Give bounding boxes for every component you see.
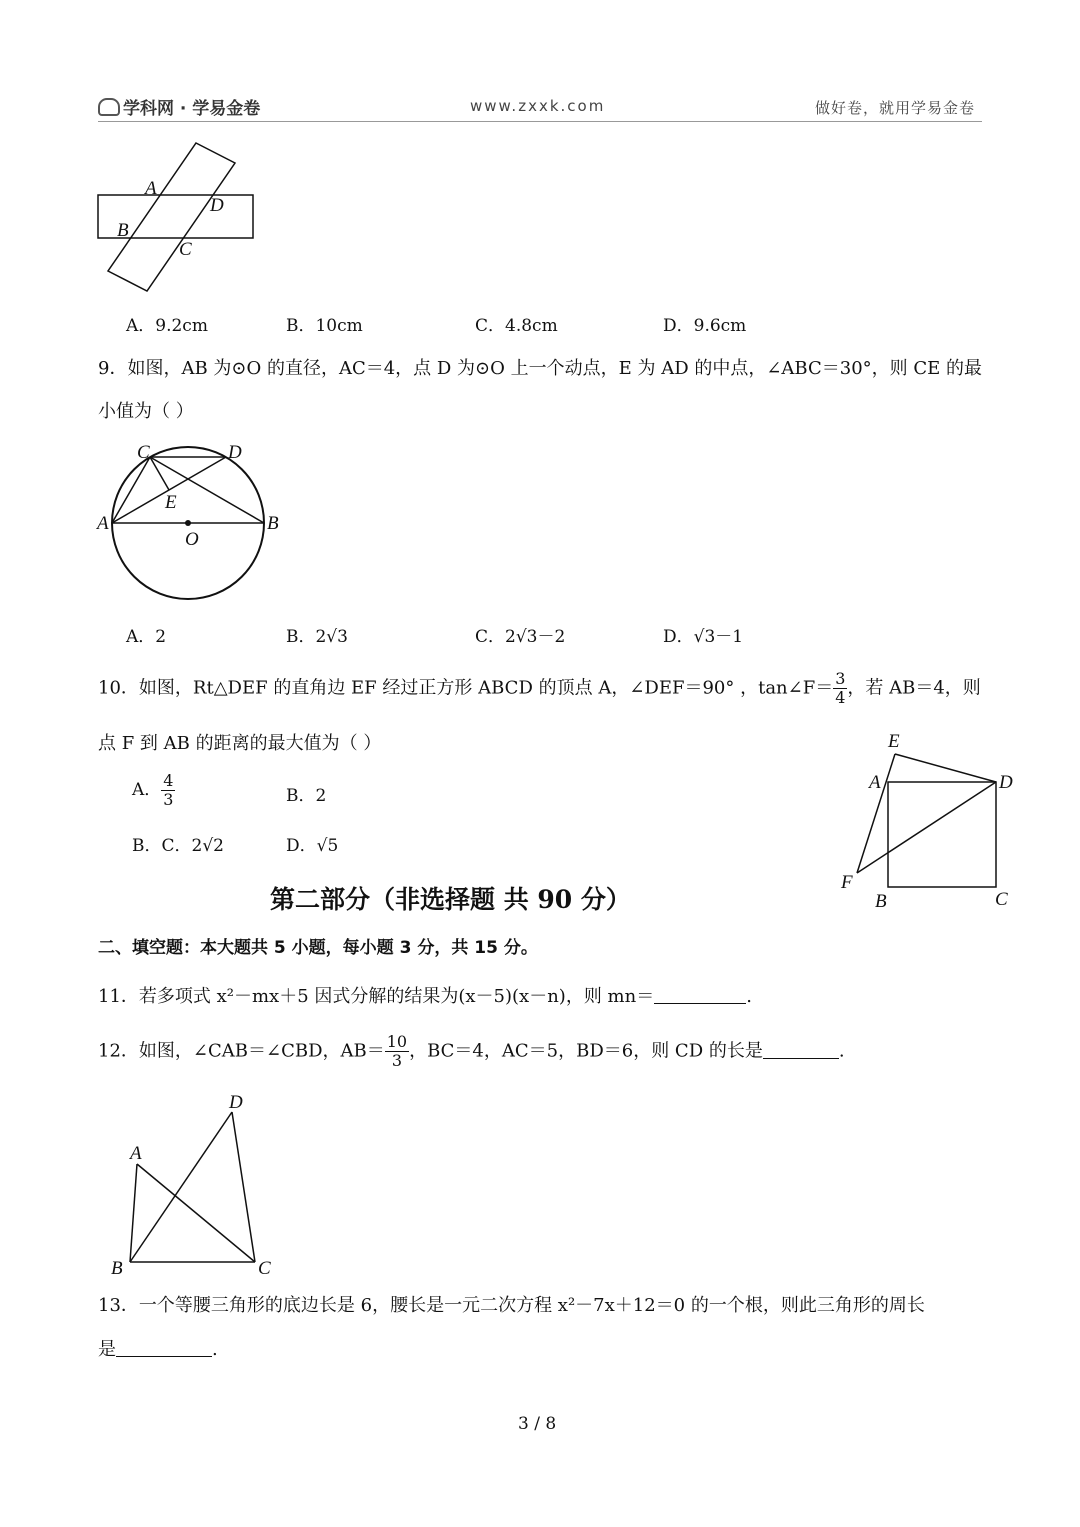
- q9-option-d[interactable]: D．√3－1: [663, 627, 744, 647]
- q9-label-b: B: [267, 513, 279, 534]
- q8-option-d[interactable]: D．9.6cm: [663, 316, 747, 336]
- q8-tilted-strip: [108, 143, 235, 291]
- q11-stem: [98, 985, 752, 1009]
- q10-figure: [835, 725, 1030, 915]
- q13-end: .: [212, 1339, 218, 1360]
- q10-label-e: E: [888, 731, 900, 752]
- q10-label-f: F: [841, 872, 853, 893]
- q13-stem-line1: 13．一个等腰三角形的底边长是 6，腰长是一元二次方程 x²－7x＋12＝0 的一个根，则此三角形的周长: [98, 1295, 925, 1316]
- q10-option-d[interactable]: D．√5: [286, 836, 339, 856]
- q8-option-a[interactable]: A．9.2cm: [126, 316, 208, 336]
- q9-label-d: D: [228, 442, 242, 463]
- q12-segment-cd: [232, 1112, 255, 1262]
- q12-ab-fraction: [385, 1033, 409, 1070]
- q10-option-a-numerator: 4: [163, 771, 174, 790]
- page-number: 3 / 8: [518, 1414, 557, 1434]
- q10-option-a-label: A．: [132, 780, 162, 800]
- q10-square-abcd: [888, 782, 996, 887]
- q12-figure: [100, 1088, 290, 1283]
- q11-answer-blank[interactable]: [654, 985, 746, 1004]
- q11-end: .: [746, 986, 752, 1007]
- q12-label-d: D: [229, 1092, 243, 1113]
- q10-stem-line2: 点 F 到 AB 的距离的最大值为（ ）: [98, 733, 382, 754]
- q12-label-b: B: [111, 1258, 123, 1279]
- brand-text: 学科网 · 学易金卷: [123, 99, 261, 119]
- q9-label-o: O: [185, 529, 199, 550]
- q11-text: 11．若多项式 x²－mx＋5 因式分解的结果为(x－5)(x－n)，则 mn＝: [98, 986, 655, 1007]
- q9-center-point: [185, 520, 191, 526]
- q10-option-b[interactable]: B．2: [286, 786, 327, 806]
- brand-logo: [98, 94, 260, 119]
- q9-stem-line2: 小值为（ ）: [98, 401, 194, 422]
- q12-text-a: 12．如图，∠CAB＝∠CBD，AB＝: [98, 1040, 385, 1062]
- q10-label-b: B: [875, 891, 887, 912]
- q9-option-c[interactable]: C．2√3－2: [475, 627, 566, 647]
- q10-option-a-fraction: [161, 772, 175, 809]
- q12-end: .: [838, 1040, 845, 1062]
- q13-stem-line2: [98, 1338, 218, 1362]
- q10-label-a: A: [869, 772, 881, 793]
- q10-stem-part-a: 10．如图，Rt△DEF 的直角边 EF 经过正方形 ABCD 的顶点 A，∠DEF＝90° ，tan∠F＝: [98, 677, 834, 699]
- q10-tan-numerator: 3: [835, 669, 846, 688]
- q10-option-a-denominator: 3: [163, 790, 174, 809]
- header-url: www.zxxk.com: [470, 97, 606, 115]
- q10-stem-line1: [98, 670, 981, 707]
- q12-ab-denominator: 3: [391, 1051, 402, 1070]
- q13-text: 是: [98, 1339, 116, 1360]
- q12-segment-ac: [137, 1164, 255, 1262]
- q12-stem: [98, 1033, 845, 1070]
- q10-label-d: D: [999, 772, 1013, 793]
- q9-label-a: A: [97, 513, 109, 534]
- q8-label-d: D: [210, 195, 224, 216]
- q10-option-a[interactable]: [132, 772, 175, 809]
- q10-option-c[interactable]: B．C．2√2: [132, 836, 224, 856]
- q9-segment-cb: [150, 457, 264, 523]
- q8-option-b[interactable]: B．10cm: [286, 316, 363, 336]
- q13-answer-blank[interactable]: [116, 1338, 212, 1357]
- q12-label-c: C: [258, 1258, 271, 1279]
- q10-label-c: C: [995, 889, 1008, 910]
- q12-answer-blank[interactable]: [763, 1040, 839, 1059]
- q9-figure: [92, 438, 292, 623]
- part2-title: 第二部分（非选择题 共 90 分）: [270, 885, 631, 914]
- q12-label-a: A: [130, 1143, 142, 1164]
- q10-tan-fraction: [833, 670, 847, 707]
- q8-label-b: B: [117, 220, 129, 241]
- q8-label-c: C: [179, 239, 192, 260]
- q9-label-e: E: [165, 492, 177, 513]
- q9-label-c: C: [137, 442, 150, 463]
- q12-text-b: ，BC＝4，AC＝5，BD＝6，则 CD 的长是: [409, 1040, 763, 1062]
- q10-stem-part-b: ，若 AB＝4，则: [847, 677, 981, 699]
- q12-ab-numerator: 10: [386, 1032, 408, 1051]
- q12-segment-ab: [130, 1164, 137, 1262]
- q10-segment-ed: [895, 754, 996, 782]
- part2-subtitle: 二、填空题：本大题共 5 小题，每小题 3 分，共 15 分。: [98, 938, 538, 958]
- q9-stem-line1: 9．如图，AB 为⊙O 的直径，AC＝4，点 D 为⊙O 上一个动点，E 为 AD 的中点，∠ABC＝30°，则 CE 的最: [98, 358, 983, 379]
- logo-icon: [98, 98, 120, 116]
- q8-label-a: A: [145, 178, 157, 199]
- q8-option-c[interactable]: C．4.8cm: [475, 316, 558, 336]
- header-divider: [98, 121, 982, 122]
- q9-segment-ac: [112, 457, 150, 523]
- q10-segment-fd: [857, 782, 996, 873]
- q9-option-a[interactable]: A．2: [126, 627, 167, 647]
- header-slogan: 做好卷，就用学易金卷: [815, 99, 976, 117]
- q10-tan-denominator: 4: [835, 688, 846, 707]
- q8-figure: [90, 135, 270, 300]
- q9-option-b[interactable]: B．2√3: [286, 627, 348, 647]
- q12-segment-bd: [130, 1112, 232, 1262]
